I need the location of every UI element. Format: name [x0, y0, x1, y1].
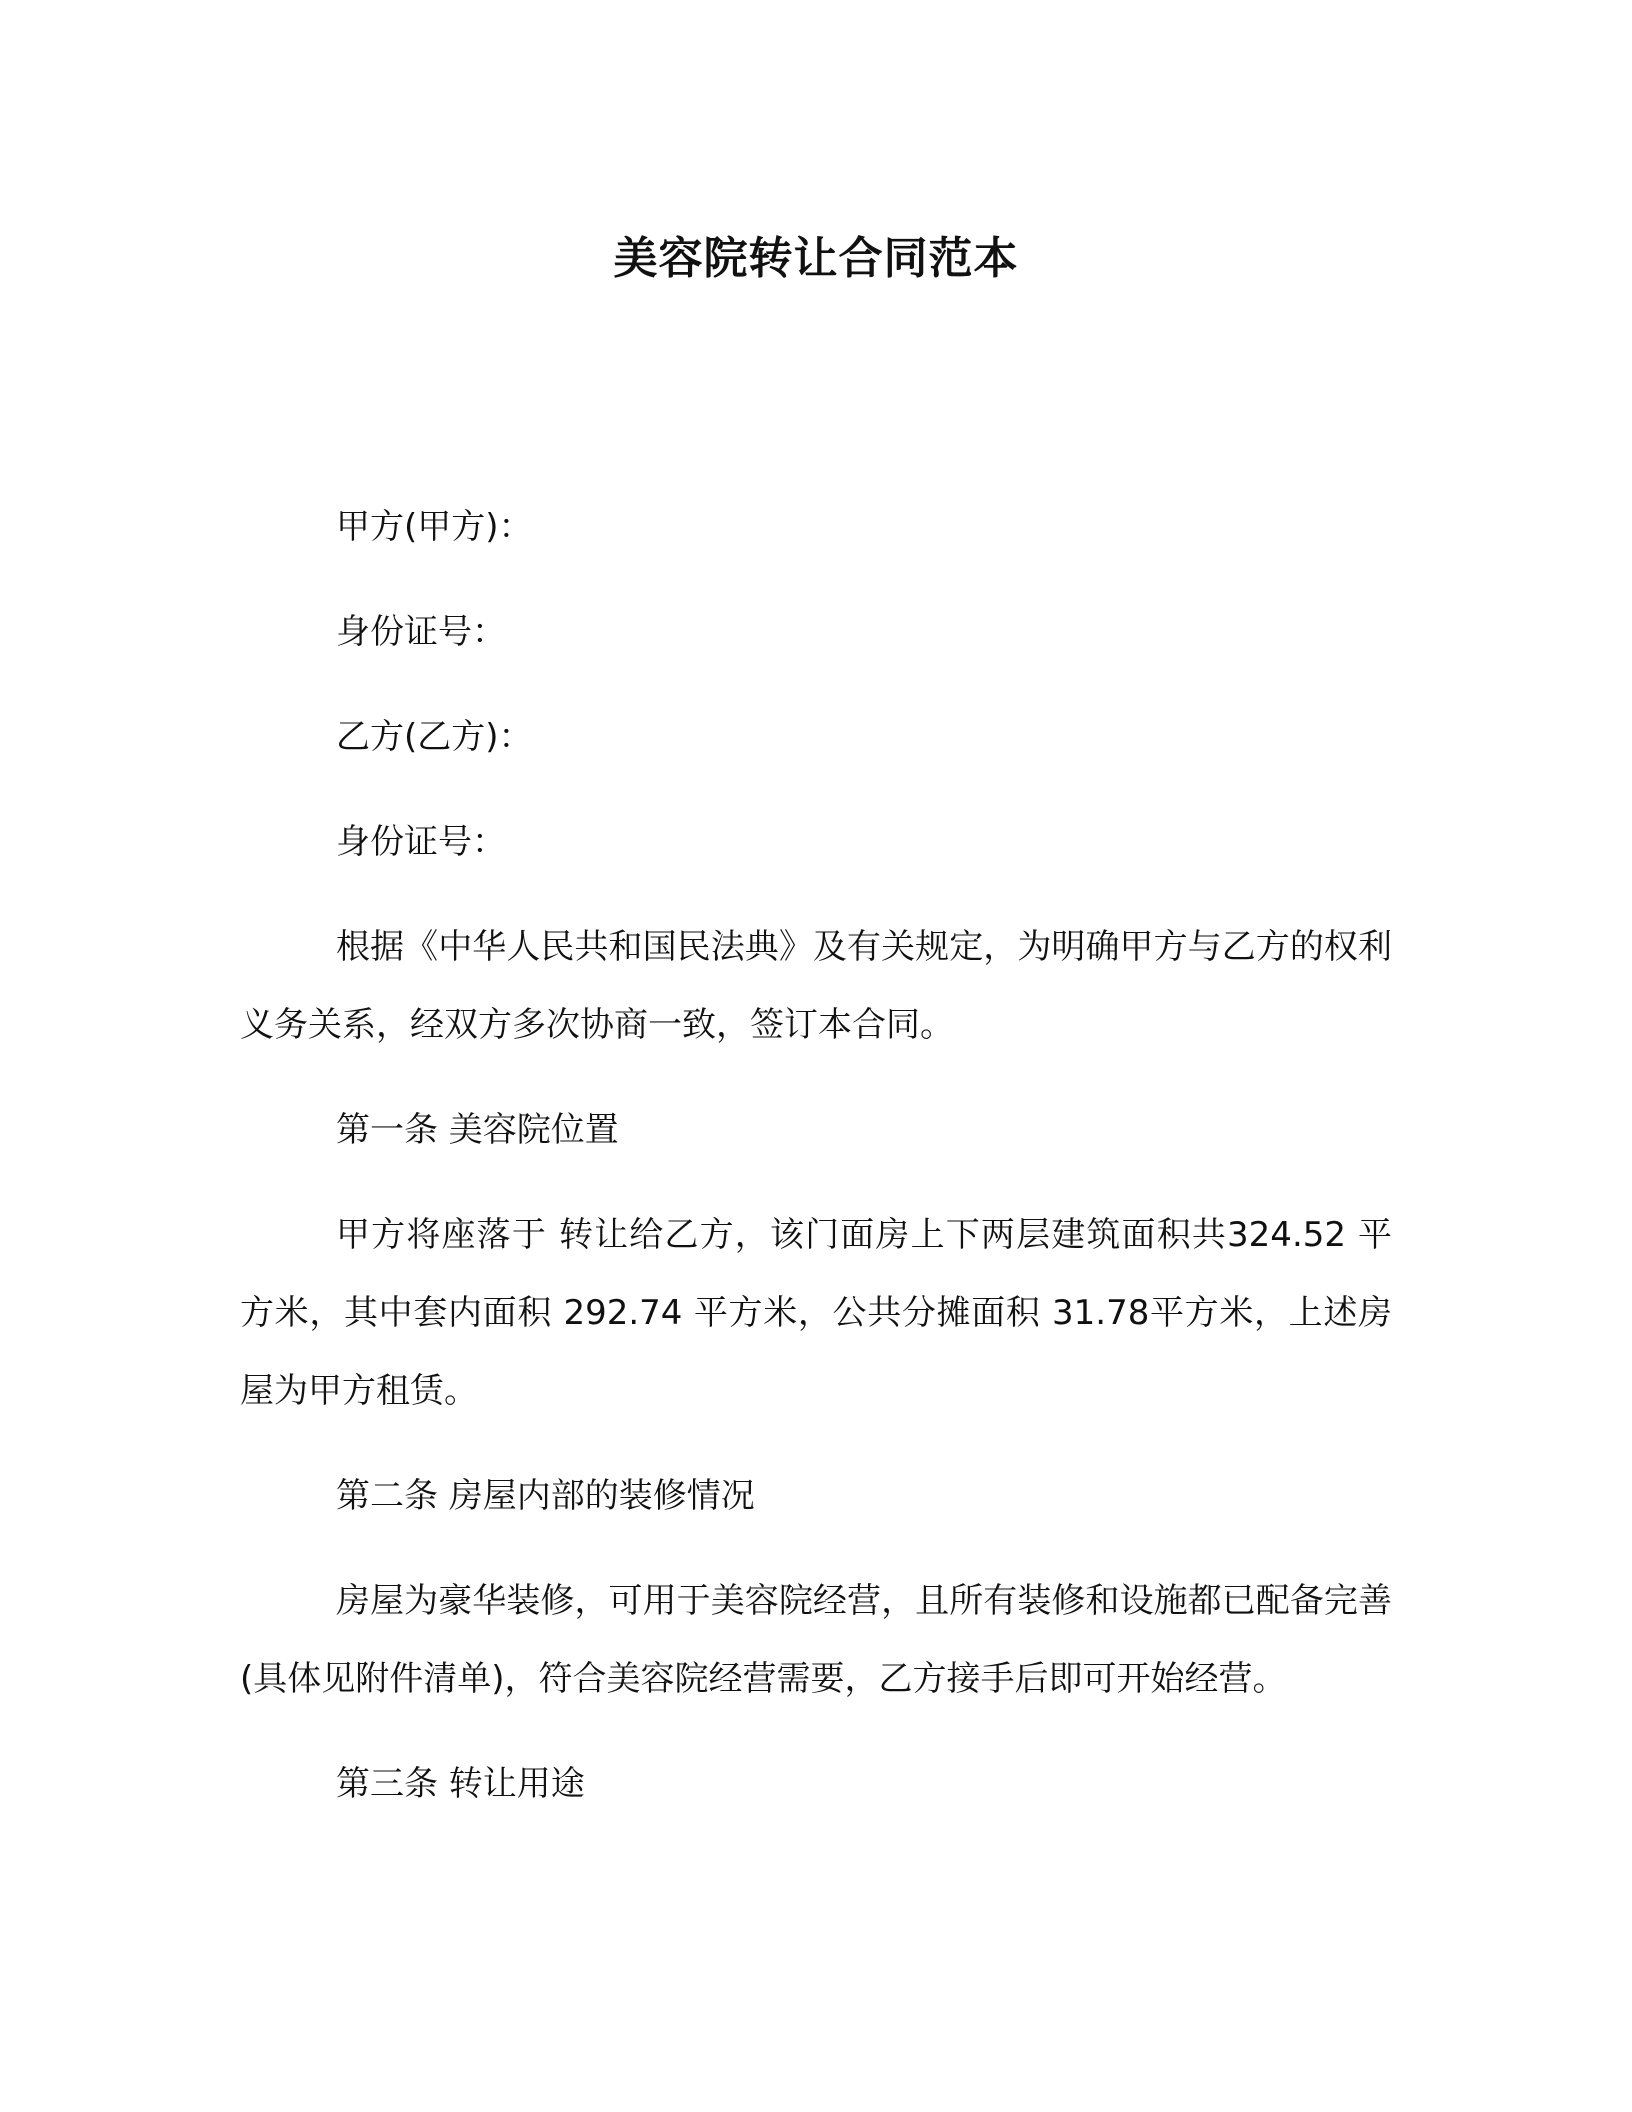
party-a-line: 甲方(甲方)： — [336, 507, 533, 547]
party-a-id-line: 身份证号： — [336, 612, 506, 652]
party-b-line: 乙方(乙方)： — [336, 717, 533, 757]
preamble-paragraph: 根据《中华人民共和国民法典》及有关规定，为明确甲方与乙方的权利义务关系，经双方多次协商一致，签订本合同。 — [240, 927, 1392, 1045]
party-b-id-line: 身份证号： — [336, 822, 506, 862]
document-body — [240, 488, 1392, 1823]
article-2-body: 房屋为豪华装修，可用于美容院经营，且所有装修和设施都已配备完善(具体见附件清单)，符合美容院经营需要，乙方接手后即可开始经营。 — [240, 1581, 1392, 1699]
article-3-heading: 第三条 转让用途 — [336, 1764, 585, 1804]
article-1-heading: 第一条 美容院位置 — [336, 1110, 619, 1150]
article-1-body: 甲方将座落于 转让给乙方，该门面房上下两层建筑面积共324.52 平方米，其中套内面积 292.74 平方米，公共分摊面积 31.78平方米，上述房屋为甲方租赁。 — [240, 1215, 1392, 1411]
document-title: 美容院转让合同范本 — [613, 233, 1019, 284]
article-2-heading: 第二条 房屋内部的装修情况 — [336, 1476, 755, 1516]
